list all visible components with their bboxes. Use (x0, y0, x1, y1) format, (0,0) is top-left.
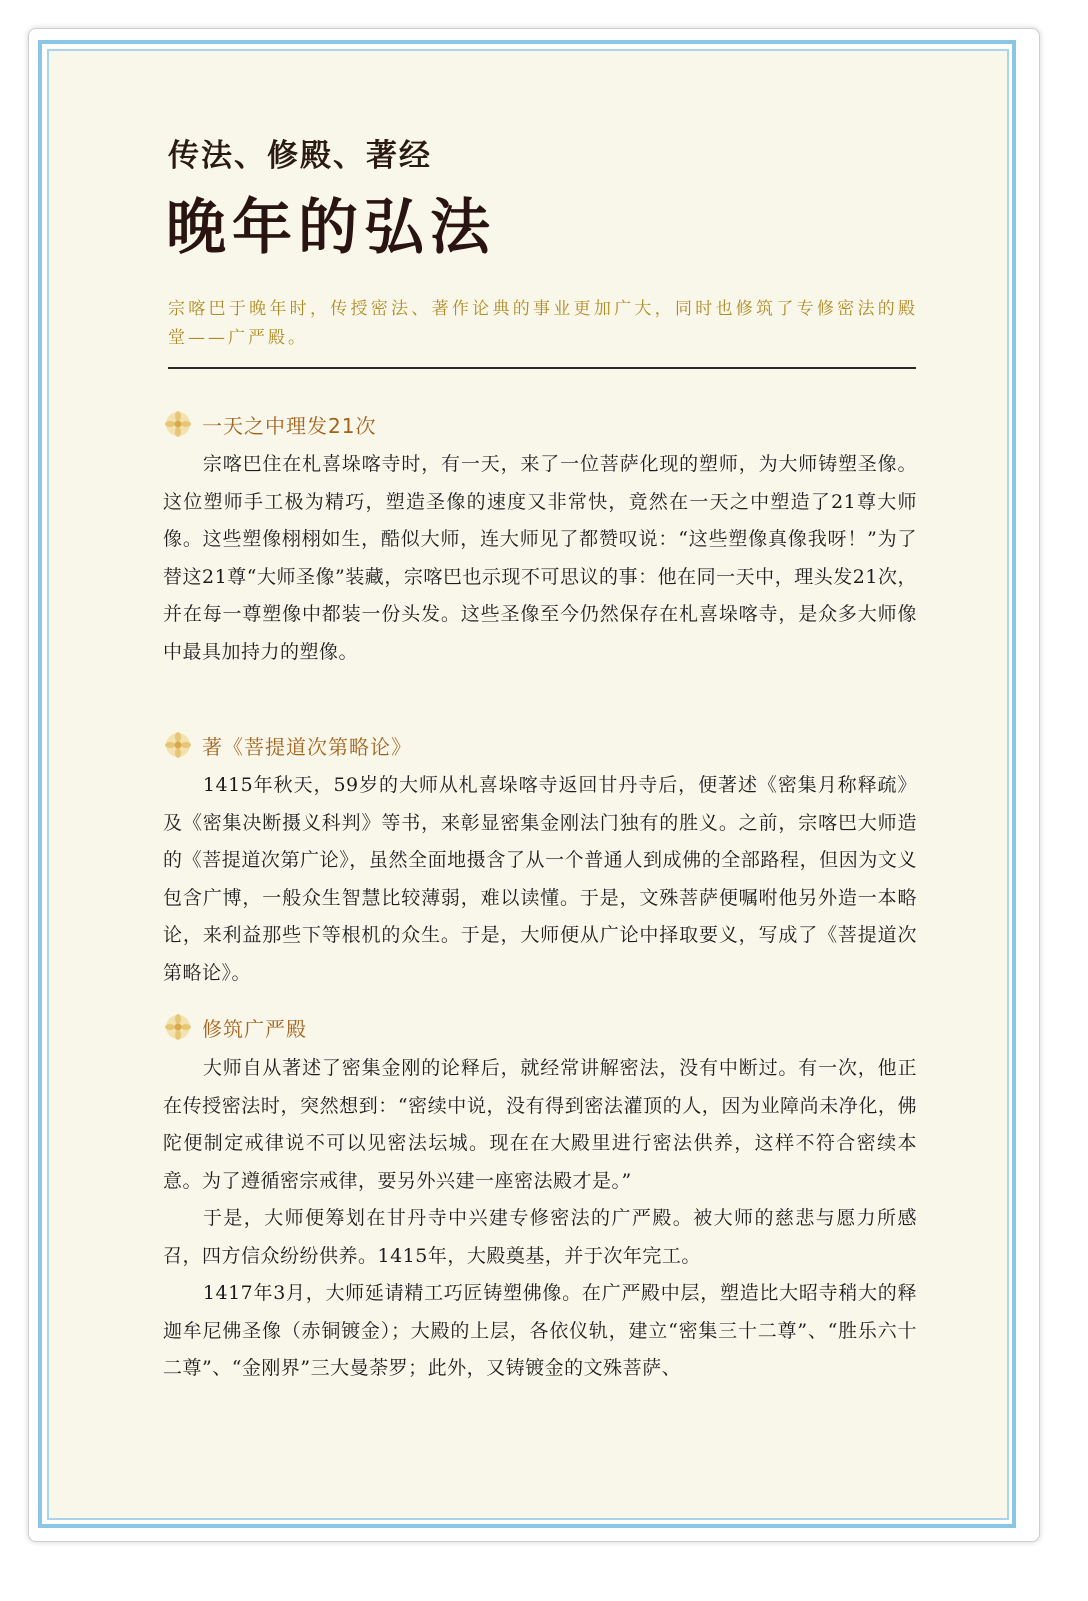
paragraph: 大师自从著述了密集金刚的论释后，就经常讲解密法，没有中断过。有一次，他正在传授密法时，突然想到：“密续中说，没有得到密法灌顶的人，因为业障尚未净化，佛陀便制定戒律说不可以见密法坛城。现在在大殿里进行密法供养，这样不符合密续本意。为了遵循密宗戒律，要另外兴建一座密法殿才是。” (163, 1057, 917, 1192)
section-heading-label: 修筑广严殿 (202, 1016, 307, 1041)
section-body (163, 1050, 917, 1388)
chapter-subtitle: 传法、修殿、著经 (168, 138, 432, 174)
lotus-flower-icon (164, 410, 192, 438)
section-heading-label: 著《菩提道次第略论》 (202, 734, 412, 759)
section-body (163, 446, 917, 671)
paragraph: 于是，大师便筹划在甘丹寺中兴建专修密法的广严殿。被大师的慈悲与愿力所感召，四方信众纷纷供养。1415年，大殿奠基，并于次年完工。 (163, 1207, 917, 1267)
section-body (163, 767, 917, 992)
divider-rule (168, 367, 916, 369)
paragraph: 宗喀巴住在札喜垛喀寺时，有一天，来了一位菩萨化现的塑师，为大师铸塑圣像。这位塑师手工极为精巧，塑造圣像的速度又非常快，竟然在一天之中塑造了21尊大师像。这些塑像栩栩如生，酷似大师，连大师见了都赞叹说：“这些塑像真像我呀！”为了替这21尊“大师圣像”装藏，宗喀巴也示现不可思议的事：他在同一天中，理头发21次，并在每一尊塑像中都装一份头发。这些圣像至今仍然保存在札喜垛喀寺，是众多大师像中最具加持力的塑像。 (163, 453, 917, 663)
chapter-intro: 宗喀巴于晚年时，传授密法、著作论典的事业更加广大，同时也修筑了专修密法的殿堂——广严殿。 (168, 299, 918, 348)
section-heading (164, 409, 376, 439)
chapter-title: 晚年的弘法 (166, 193, 496, 263)
section-heading-label: 一天之中理发21次 (202, 413, 377, 438)
lotus-flower-icon (164, 1013, 192, 1041)
section-heading (164, 730, 412, 760)
paragraph: 1415年秋天，59岁的大师从札喜垛喀寺返回甘丹寺后，便著述《密集月称释疏》及《密集决断摄义科判》等书，来彰显密集金刚法门独有的胜义。之前，宗喀巴大师造的《菩提道次第广论》，虽然全面地摄含了从一个普通人到成佛的全部路程，但因为文义包含广博，一般众生智慧比较薄弱，难以读懂。于是，文殊菩萨便嘱咐他另外造一本略论，来利益那些下等根机的众生。于是，大师便从广论中择取要义，写成了《菩提道次第略论》。 (163, 774, 917, 984)
paragraph: 1417年3月，大师延请精工巧匠铸塑佛像。在广严殿中层，塑造比大昭寺稍大的释迦牟尼佛圣像（赤铜镀金）；大殿的上层，各依仪轨，建立“密集三十二尊”、“胜乐六十二尊”、“金刚界”三大曼荼罗；此外，又铸镀金的文殊菩萨、 (163, 1282, 917, 1379)
lotus-flower-icon (164, 731, 192, 759)
section-heading (164, 1012, 307, 1042)
